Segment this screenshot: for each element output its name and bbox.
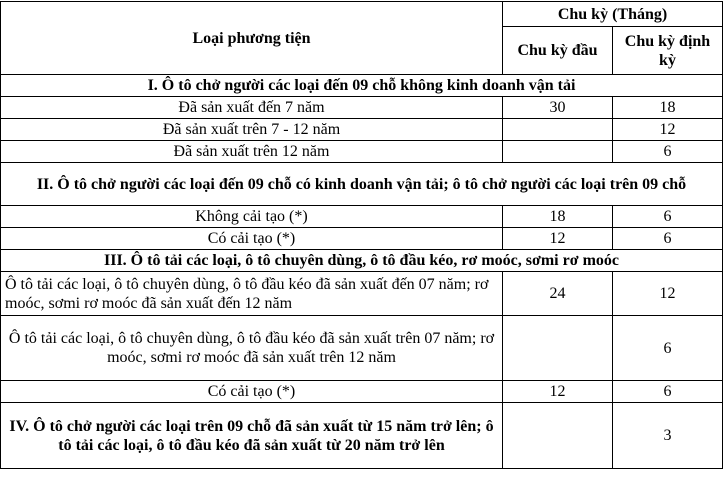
section-4-title: IV. Ô tô chở người các loại trên 09 chỗ đã sản xuất từ 15 năm trở lên; ô tô tải các loại, ô tô đầu kéo đã sản xuất từ 20 năm trở lên [1, 403, 503, 469]
periodic-cycle-value: 18 [613, 97, 723, 119]
row-label: Có cải tạo (*) [1, 228, 503, 250]
periodic-cycle-value: 6 [613, 316, 723, 381]
table-row [1, 206, 723, 228]
periodic-cycle-value: 3 [613, 403, 723, 469]
table-row [1, 119, 723, 141]
periodic-cycle-value: 12 [613, 119, 723, 141]
table-row [1, 97, 723, 119]
first-cycle-value: 24 [503, 272, 613, 316]
first-cycle-value [503, 119, 613, 141]
section-3-title: III. Ô tô tải các loại, ô tô chuyên dùng, ô tô đầu kéo, rơ moóc, sơmi rơ moóc [1, 250, 723, 272]
section-2-title: II. Ô tô chở người các loại đến 09 chỗ có kinh doanh vận tải; ô tô chở người các loại trên 09 chỗ [1, 163, 723, 206]
inspection-cycle-table [0, 1, 723, 469]
vehicle-type-header: Loại phương tiện [1, 2, 503, 75]
table-row [1, 272, 723, 316]
table-row [1, 316, 723, 381]
first-cycle-value: 18 [503, 206, 613, 228]
first-cycle-value [503, 141, 613, 163]
table-row [1, 228, 723, 250]
row-label: Không cải tạo (*) [1, 206, 503, 228]
periodic-cycle-value: 6 [613, 228, 723, 250]
first-cycle-value [503, 403, 613, 469]
table-row [1, 381, 723, 403]
row-label: Đã sản xuất đến 7 năm [1, 97, 503, 119]
row-label: Ô tô tải các loại, ô tô chuyên dùng, ô tô đầu kéo đã sản xuất đến 07 năm; rơ moóc, sơmi rơ moóc đã sản xuất đến 12 năm [1, 272, 503, 316]
periodic-cycle-value: 12 [613, 272, 723, 316]
first-cycle-value: 30 [503, 97, 613, 119]
first-cycle-header: Chu kỳ đầu [503, 27, 613, 75]
row-label: Đã sản xuất trên 7 - 12 năm [1, 119, 503, 141]
row-label: Có cải tạo (*) [1, 381, 503, 403]
periodic-cycle-header: Chu kỳ định kỳ [613, 27, 723, 75]
row-label: Ô tô tải các loại, ô tô chuyên dùng, ô tô đầu kéo đã sản xuất trên 07 năm; rơ moóc, sơmi rơ moóc đã sản xuất trên 12 năm [1, 316, 503, 381]
first-cycle-value: 12 [503, 381, 613, 403]
first-cycle-value: 12 [503, 228, 613, 250]
section-1-title: I. Ô tô chở người các loại đến 09 chỗ không kinh doanh vận tải [1, 75, 723, 97]
cycle-header: Chu kỳ (Tháng) [503, 2, 723, 27]
periodic-cycle-value: 6 [613, 206, 723, 228]
table-row [1, 403, 723, 469]
table-row [1, 141, 723, 163]
row-label: Đã sản xuất trên 12 năm [1, 141, 503, 163]
first-cycle-value [503, 316, 613, 381]
periodic-cycle-value: 6 [613, 141, 723, 163]
periodic-cycle-value: 6 [613, 381, 723, 403]
